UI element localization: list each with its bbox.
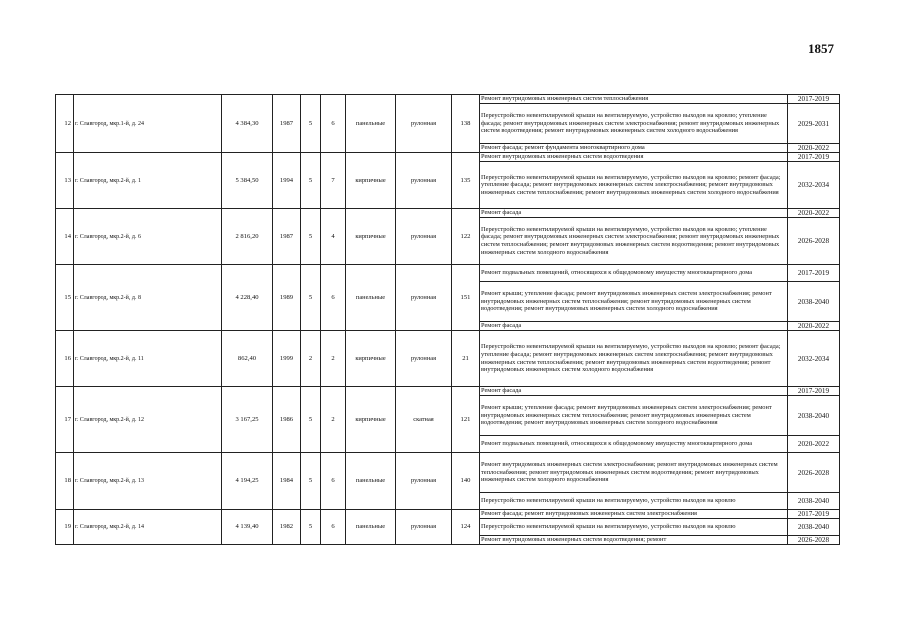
work-description: Переустройство невентилируемой крыши на вентилируемую, устройство выходов на кровлю [480,519,788,536]
table-row [56,387,840,396]
wall-material-cell: кирпичные [346,387,396,453]
table-row [56,153,840,162]
work-period: 2017-2019 [788,265,840,282]
work-description: Переустройство невентилируемой крыши на вентилируемую, устройство выходов на кровлю; утепление фасада; ремонт внутридомовых инженерных систем электроснабжения; ремонт внутридомовых инженерных систем теплоснабжения; ремонт внутридомовых инженерных систем водоотведения; ремонт внутридомовых инженерных систем холодного водоснабжения [480,218,788,265]
residents-cell: 121 [452,387,480,453]
year-cell: 1986 [273,387,301,453]
address-cell: г. Славгород, мкр.2-й, д. 13 [74,453,222,510]
year-cell: 1987 [273,209,301,265]
address-cell: г. Славгород, мкр.2-й, д. 11 [74,331,222,387]
work-description: Переустройство невентилируемой крыши на вентилируемую, устройство выходов на кровлю; ремонт фасада; утепление фасада; ремонт внутридомовых инженерных систем электроснабжения; ремонт внутридомовых инженерных систем теплоснабжения; ремонт внутридомовых инженерных систем холодного водоснабжения [480,162,788,209]
address-cell: г. Славгород, мкр.1-й, д. 24 [74,95,222,153]
floors-cell: 5 [301,265,321,331]
table-body [56,95,840,545]
area-cell: 2 816,20 [222,209,273,265]
row-number: 17 [56,387,74,453]
work-description: Ремонт фасада [480,387,788,396]
work-period: 2020-2022 [788,144,840,153]
entrances-cell: 2 [321,387,346,453]
table-row [56,510,840,519]
area-cell: 4 228,40 [222,265,273,331]
year-cell: 1987 [273,95,301,153]
floors-cell: 2 [301,331,321,387]
table-row [56,209,840,218]
floors-cell: 5 [301,453,321,510]
work-period: 2038-2040 [788,282,840,322]
table-row [56,331,840,387]
residents-cell: 124 [452,510,480,545]
residents-cell: 21 [452,331,480,387]
work-description: Ремонт крыши; утепление фасада; ремонт внутридомовых инженерных систем электроснабжения; ремонт внутридомовых инженерных систем теплоснабжения; ремонт внутридомовых инженерных систем водоотведения; ремонт внутридомовых инженерных систем холодного водоснабжения [480,396,788,436]
roof-type-cell: рулонная [396,153,452,209]
work-period: 2038-2040 [788,396,840,436]
roof-type-cell: рулонная [396,510,452,545]
row-number: 19 [56,510,74,545]
table-row [56,265,840,282]
entrances-cell: 6 [321,510,346,545]
work-description: Переустройство невентилируемой крыши на вентилируемую, устройство выходов на кровлю [480,493,788,510]
entrances-cell: 2 [321,331,346,387]
work-period: 2026-2028 [788,218,840,265]
capital-repair-table [55,94,840,545]
entrances-cell: 7 [321,153,346,209]
entrances-cell: 6 [321,95,346,153]
work-description: Ремонт внутридомовых инженерных систем водоотведения; ремонт [480,536,788,545]
floors-cell: 5 [301,387,321,453]
roof-type-cell: рулонная [396,265,452,331]
area-cell: 4 139,40 [222,510,273,545]
floors-cell: 5 [301,510,321,545]
floors-cell: 5 [301,209,321,265]
work-description: Ремонт внутридомовых инженерных систем электроснабжения; ремонт внутридомовых инженерных систем теплоснабжения; ремонт внутридомовых инженерных систем водоотведения; ремонт внутридомовых инженерных систем холодного водоснабжения [480,453,788,493]
work-period: 2020-2022 [788,209,840,218]
table-row [56,453,840,493]
work-description: Переустройство невентилируемой крыши на вентилируемую, устройство выходов на кровлю; утепление фасада; ремонт внутридомовых инженерных систем электроснабжения; ремонт внутридомовых инженерных систем водоотведения; ремонт внутридомовых инженерных систем холодного водоснабжения [480,104,788,144]
floors-cell: 5 [301,153,321,209]
address-cell: г. Славгород, мкр.2-й, д. 12 [74,387,222,453]
work-period: 2017-2019 [788,95,840,104]
work-description: Ремонт внутридомовых инженерных систем водоотведения [480,153,788,162]
row-number: 18 [56,453,74,510]
area-cell: 4 194,25 [222,453,273,510]
year-cell: 1989 [273,265,301,331]
work-period: 2038-2040 [788,519,840,536]
residents-cell: 140 [452,453,480,510]
area-cell: 5 384,50 [222,153,273,209]
residents-cell: 151 [452,265,480,331]
work-description: Ремонт фасада [480,322,788,331]
table-row [56,95,840,104]
year-cell: 1999 [273,331,301,387]
roof-type-cell: рулонная [396,209,452,265]
address-cell: г. Славгород, мкр.2-й, д. 6 [74,209,222,265]
residents-cell: 138 [452,95,480,153]
row-number: 15 [56,265,74,331]
row-number: 12 [56,95,74,153]
work-period: 2017-2019 [788,387,840,396]
wall-material-cell: кирпичные [346,153,396,209]
wall-material-cell: панельные [346,453,396,510]
work-description: Ремонт внутридомовых инженерных систем теплоснабжения [480,95,788,104]
work-period: 2017-2019 [788,510,840,519]
work-period: 2038-2040 [788,493,840,510]
wall-material-cell: панельные [346,510,396,545]
area-cell: 4 384,30 [222,95,273,153]
work-description: Ремонт подвальных помещений, относящихся к общедомовому имуществу многоквартирного дома [480,265,788,282]
work-period: 2032-2034 [788,162,840,209]
roof-type-cell: рулонная [396,95,452,153]
work-description: Ремонт фасада [480,209,788,218]
work-period: 2026-2028 [788,536,840,545]
area-cell: 862,40 [222,331,273,387]
address-cell: г. Славгород, мкр.2-й, д. 1 [74,153,222,209]
work-description: Ремонт подвальных помещений, относящихся к общедомовому имуществу многоквартирного дома [480,436,788,453]
year-cell: 1994 [273,153,301,209]
work-period: 2020-2022 [788,436,840,453]
entrances-cell: 6 [321,265,346,331]
residents-cell: 122 [452,209,480,265]
work-period: 2017-2019 [788,153,840,162]
work-description: Переустройство невентилируемой крыши на вентилируемую, устройство выходов на кровлю; ремонт фасада; утепление фасада; ремонт внутридомовых инженерных систем электроснабжения; ремонт внутридомовых инженерных систем теплоснабжения; ремонт внутридомовых инженерных систем водоотведения; ремонт внутридомовых инженерных систем холодного водоснабжения [480,331,788,387]
roof-type-cell: скатная [396,387,452,453]
entrances-cell: 6 [321,453,346,510]
address-cell: г. Славгород, мкр.2-й, д. 14 [74,510,222,545]
row-number: 14 [56,209,74,265]
work-period: 2032-2034 [788,331,840,387]
wall-material-cell: панельные [346,95,396,153]
address-cell: г. Славгород, мкр.2-й, д. 8 [74,265,222,331]
work-description: Ремонт крыши; утепление фасада; ремонт внутридомовых инженерных систем электроснабжения; ремонт внутридомовых инженерных систем теплоснабжения; ремонт внутридомовых инженерных систем водоотведения; ремонт внутридомовых инженерных систем холодного водоснабжения [480,282,788,322]
year-cell: 1984 [273,453,301,510]
work-description: Ремонт фасада; ремонт внутридомовых инженерных систем электроснабжения [480,510,788,519]
work-description: Ремонт фасада; ремонт фундамента многоквартирного дома [480,144,788,153]
row-number: 16 [56,331,74,387]
area-cell: 3 167,25 [222,387,273,453]
residents-cell: 135 [452,153,480,209]
work-period: 2029-2031 [788,104,840,144]
roof-type-cell: рулонная [396,453,452,510]
roof-type-cell: рулонная [396,331,452,387]
wall-material-cell: панельные [346,265,396,331]
entrances-cell: 4 [321,209,346,265]
work-period: 2020-2022 [788,322,840,331]
floors-cell: 5 [301,95,321,153]
work-period: 2026-2028 [788,453,840,493]
row-number: 13 [56,153,74,209]
year-cell: 1982 [273,510,301,545]
wall-material-cell: кирпичные [346,331,396,387]
wall-material-cell: кирпичные [346,209,396,265]
page-number: 1857 [808,41,834,56]
